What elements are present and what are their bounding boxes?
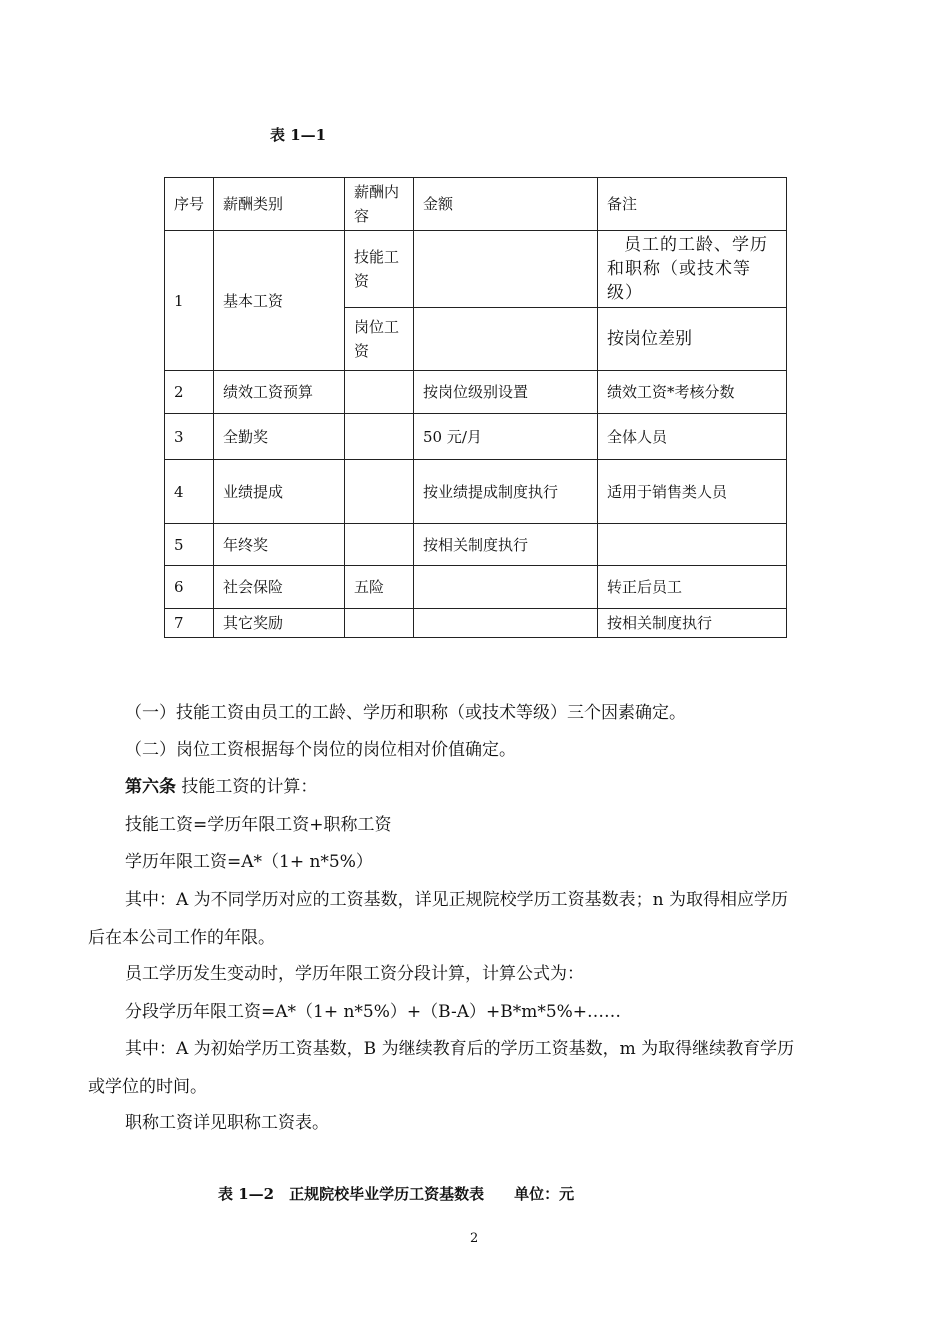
table1-caption: 表 1—1 (270, 126, 327, 144)
header-cell-amount: 金额 (414, 178, 598, 231)
formula-skill-wage: 技能工资=学历年限工资+职称工资 (125, 815, 392, 835)
cell-amount: 50 元/月 (414, 414, 598, 460)
paragraph-note-b-line2: 或学位的时间。 (88, 1077, 207, 1097)
formula-education-wage: 学历年限工资=A*（1+ n*5%） (125, 852, 373, 872)
cell-note: 按岗位差别 (598, 308, 787, 371)
paragraph-skill-wage: （一）技能工资由员工的工龄、学历和职称（或技术等级）三个因素确定。 (125, 703, 686, 723)
table-row (165, 566, 787, 609)
table-header-row (165, 178, 787, 231)
cell-amount: 按岗位级别设置 (414, 371, 598, 414)
table-row (165, 524, 787, 566)
header-cell-content: 薪酬内容 (345, 178, 414, 231)
cell-amount: 按业绩提成制度执行 (414, 460, 598, 524)
cell-category: 基本工资 (214, 231, 345, 371)
formula-segmented-wage: 分段学历年限工资=A*（1+ n*5%）+（B-A）+B*m*5%+…… (125, 1002, 622, 1022)
cell-content (345, 524, 414, 566)
table-row (165, 609, 787, 638)
header-cell-no: 序号 (165, 178, 214, 231)
cell-note: 按相关制度执行 (598, 609, 787, 638)
cell-category: 年终奖 (214, 524, 345, 566)
cell-category: 社会保险 (214, 566, 345, 609)
cell-content (345, 609, 414, 638)
cell-category: 其它奖励 (214, 609, 345, 638)
cell-no: 4 (165, 460, 214, 524)
cell-category: 绩效工资预算 (214, 371, 345, 414)
cell-note: 转正后员工 (598, 566, 787, 609)
cell-content (345, 414, 414, 460)
table-row (165, 371, 787, 414)
paragraph-note-a-line2: 后在本公司工作的年限。 (88, 928, 275, 948)
cell-no: 6 (165, 566, 214, 609)
paragraph-note-a-line1: 其中：A 为不同学历对应的工资基数，详见正规院校学历工资基数表；n 为取得相应学历 (125, 890, 789, 910)
article-6-heading (125, 775, 317, 799)
table-row (165, 414, 787, 460)
cell-content: 技能工资 (345, 231, 414, 308)
cell-category: 全勤奖 (214, 414, 345, 460)
cell-no: 2 (165, 371, 214, 414)
cell-no: 1 (165, 231, 214, 371)
table2-caption: 表 1—2 正规院校毕业学历工资基数表 单位：元 (218, 1185, 575, 1203)
cell-amount (414, 308, 598, 371)
table-row (165, 231, 787, 308)
cell-amount (414, 566, 598, 609)
cell-content: 五险 (345, 566, 414, 609)
cell-content: 岗位工资 (345, 308, 414, 371)
cell-amount (414, 231, 598, 308)
cell-no: 3 (165, 414, 214, 460)
cell-note: 绩效工资*考核分数 (598, 371, 787, 414)
cell-content (345, 460, 414, 524)
cell-note: 全体人员 (598, 414, 787, 460)
cell-category: 业绩提成 (214, 460, 345, 524)
cell-no: 7 (165, 609, 214, 638)
cell-amount (414, 609, 598, 638)
table-row (165, 460, 787, 524)
page-number: 2 (470, 1231, 479, 1246)
paragraph-title-wage: 职称工资详见职称工资表。 (125, 1113, 329, 1133)
article-6-text: 技能工资的计算： (181, 777, 318, 797)
paragraph-position-wage: （二）岗位工资根据每个岗位的岗位相对价值确定。 (125, 740, 516, 760)
cell-content (345, 371, 414, 414)
cell-no: 5 (165, 524, 214, 566)
article-6-title: 第六条 (125, 777, 176, 797)
cell-amount: 按相关制度执行 (414, 524, 598, 566)
paragraph-note-b-line1: 其中：A 为初始学历工资基数，B 为继续教育后的学历工资基数，m 为取得继续教育学历 (125, 1039, 795, 1059)
paragraph-education-change: 员工学历发生变动时，学历年限工资分段计算，计算公式为： (125, 964, 584, 984)
cell-note: 员工的工龄、学历和职称（或技术等级） (598, 231, 787, 308)
cell-note: 适用于销售类人员 (598, 460, 787, 524)
salary-table (164, 177, 787, 638)
header-cell-category: 薪酬类别 (214, 178, 345, 231)
cell-note (598, 524, 787, 566)
header-cell-note: 备注 (598, 178, 787, 231)
